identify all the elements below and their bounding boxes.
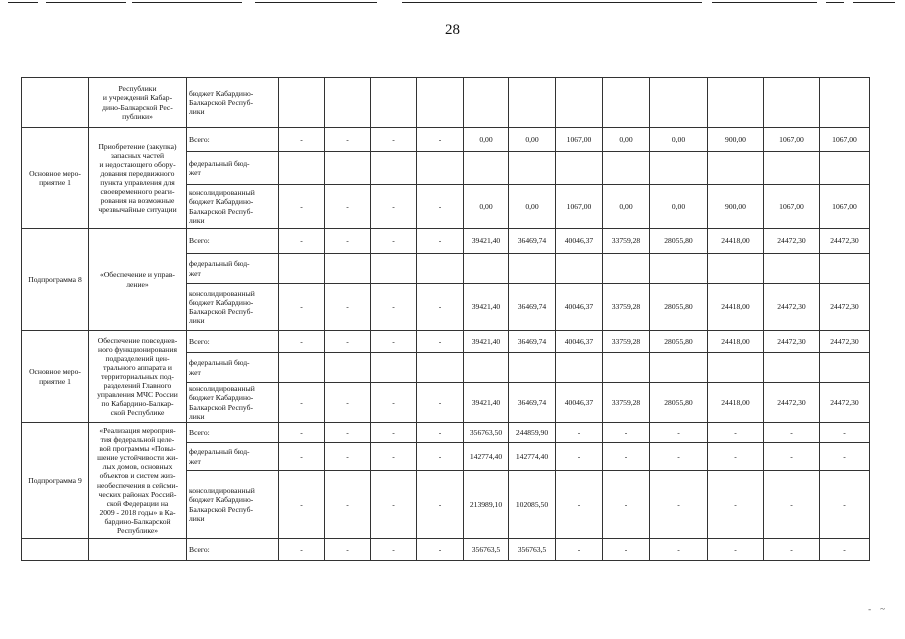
amount-cell xyxy=(708,353,764,383)
amount-cell xyxy=(650,78,708,128)
header-rule xyxy=(712,2,817,3)
amount-cell: 0,00 xyxy=(650,185,708,229)
amount-cell: 39421,40 xyxy=(464,331,509,353)
amount-cell: - xyxy=(279,443,325,471)
amount-cell xyxy=(708,152,764,185)
table-row xyxy=(22,331,870,353)
amount-cell: - xyxy=(325,284,371,331)
amount-cell: - xyxy=(417,443,464,471)
amount-cell: 36469,74 xyxy=(509,229,556,254)
funding-source-cell: Всего: xyxy=(187,539,279,561)
amount-cell xyxy=(417,353,464,383)
amount-cell: - xyxy=(650,423,708,443)
funding-source-cell: федеральный бюд- жет xyxy=(187,152,279,185)
table-row xyxy=(22,539,870,561)
program-name-cell: «Обеспечение и управ- ление» xyxy=(89,229,187,331)
header-rule xyxy=(853,2,895,3)
table-row xyxy=(22,423,870,443)
amount-cell: - xyxy=(603,539,650,561)
scan-mark: - ~ xyxy=(868,604,885,614)
amount-cell xyxy=(279,254,325,284)
amount-cell: 24472,30 xyxy=(820,331,870,353)
funding-source-cell: бюджет Кабардино- Балкарской Респуб- лики xyxy=(187,78,279,128)
amount-cell: 24472,30 xyxy=(820,229,870,254)
amount-cell: - xyxy=(603,443,650,471)
amount-cell xyxy=(556,353,603,383)
amount-cell xyxy=(556,254,603,284)
amount-cell xyxy=(650,254,708,284)
amount-cell: - xyxy=(279,383,325,423)
amount-cell: - xyxy=(417,229,464,254)
amount-cell xyxy=(820,78,870,128)
amount-cell: 24418,00 xyxy=(708,383,764,423)
header-rule xyxy=(46,2,126,3)
page-number: 28 xyxy=(445,22,460,38)
amount-cell: - xyxy=(371,443,417,471)
amount-cell xyxy=(325,78,371,128)
amount-cell xyxy=(708,78,764,128)
amount-cell: - xyxy=(279,423,325,443)
amount-cell: - xyxy=(417,423,464,443)
amount-cell xyxy=(325,353,371,383)
amount-cell: - xyxy=(764,423,820,443)
amount-cell: - xyxy=(371,331,417,353)
amount-cell xyxy=(464,353,509,383)
amount-cell xyxy=(509,152,556,185)
funding-source-cell: консолидированный бюджет Кабардино- Балкарской Респуб- лики xyxy=(187,185,279,229)
amount-cell xyxy=(371,78,417,128)
amount-cell: - xyxy=(417,383,464,423)
amount-cell: - xyxy=(708,539,764,561)
amount-cell xyxy=(708,254,764,284)
amount-cell: - xyxy=(417,331,464,353)
amount-cell: 28055,80 xyxy=(650,331,708,353)
amount-cell: - xyxy=(371,383,417,423)
program-name-cell: Обеспечение повседнев- ного функционирования подразделений цен- трального аппарата и территориальных под- разделений Главного управления МЧС России по Кабардино-Балкар- ской Республике xyxy=(89,331,187,423)
amount-cell: 142774,40 xyxy=(464,443,509,471)
amount-cell: - xyxy=(279,331,325,353)
amount-cell xyxy=(764,78,820,128)
amount-cell: 900,00 xyxy=(708,185,764,229)
amount-cell: - xyxy=(603,423,650,443)
amount-cell: - xyxy=(279,185,325,229)
amount-cell: 40046,37 xyxy=(556,331,603,353)
funding-source-cell: федеральный бюд- жет xyxy=(187,254,279,284)
amount-cell xyxy=(417,152,464,185)
amount-cell: - xyxy=(764,471,820,539)
amount-cell: 1067,00 xyxy=(764,128,820,152)
amount-cell: - xyxy=(603,471,650,539)
amount-cell: - xyxy=(820,539,870,561)
amount-cell: 1067,00 xyxy=(556,185,603,229)
funding-source-cell: Всего: xyxy=(187,331,279,353)
amount-cell: 24472,30 xyxy=(764,383,820,423)
amount-cell xyxy=(464,254,509,284)
amount-cell: 28055,80 xyxy=(650,383,708,423)
program-name-cell: «Реализация мероприя- тия федеральной целе- вой программы «Повы- шение устойчивости жи- лых домов, основных объектов и систем жиз- необеспечения в сейсми- ческих районах Россий- ской Федерации на 2009 - 2018 годы» в Ка- бардино-Балкарской Республике» xyxy=(89,423,187,539)
amount-cell: 0,00 xyxy=(464,185,509,229)
amount-cell xyxy=(820,254,870,284)
amount-cell xyxy=(603,353,650,383)
amount-cell: 33759,28 xyxy=(603,229,650,254)
amount-cell: 24472,30 xyxy=(764,284,820,331)
amount-cell: - xyxy=(325,128,371,152)
amount-cell: 28055,80 xyxy=(650,229,708,254)
funding-source-cell: Всего: xyxy=(187,229,279,254)
amount-cell: 40046,37 xyxy=(556,383,603,423)
header-rule xyxy=(255,2,377,3)
amount-cell: - xyxy=(371,539,417,561)
program-level-cell: Подпрограмма 8 xyxy=(22,229,89,331)
amount-cell: 0,00 xyxy=(464,128,509,152)
amount-cell: - xyxy=(820,443,870,471)
header-rule xyxy=(826,2,844,3)
amount-cell: 0,00 xyxy=(603,128,650,152)
amount-cell: 36469,74 xyxy=(509,284,556,331)
amount-cell: - xyxy=(371,423,417,443)
amount-cell: - xyxy=(417,128,464,152)
amount-cell: 102085,50 xyxy=(509,471,556,539)
program-level-cell: Основное меро- приятие 1 xyxy=(22,128,89,229)
amount-cell: 356763,50 xyxy=(464,423,509,443)
amount-cell: - xyxy=(556,539,603,561)
amount-cell: 213989,10 xyxy=(464,471,509,539)
funding-source-cell: федеральный бюд- жет xyxy=(187,443,279,471)
amount-cell: 1067,00 xyxy=(764,185,820,229)
amount-cell: - xyxy=(650,443,708,471)
amount-cell: - xyxy=(279,229,325,254)
amount-cell: 0,00 xyxy=(509,128,556,152)
funding-source-cell: консолидированный бюджет Кабардино- Балкарской Респуб- лики xyxy=(187,471,279,539)
amount-cell: - xyxy=(371,229,417,254)
amount-cell: 28055,80 xyxy=(650,284,708,331)
program-level-cell xyxy=(22,539,89,561)
amount-cell xyxy=(464,78,509,128)
amount-cell: 24418,00 xyxy=(708,331,764,353)
amount-cell xyxy=(603,152,650,185)
amount-cell xyxy=(279,78,325,128)
amount-cell: 39421,40 xyxy=(464,229,509,254)
amount-cell: 24472,30 xyxy=(764,331,820,353)
amount-cell xyxy=(509,254,556,284)
amount-cell xyxy=(764,353,820,383)
amount-cell xyxy=(325,152,371,185)
amount-cell: 24472,30 xyxy=(820,284,870,331)
amount-cell: - xyxy=(371,284,417,331)
amount-cell: 0,00 xyxy=(603,185,650,229)
amount-cell xyxy=(509,353,556,383)
amount-cell xyxy=(371,353,417,383)
amount-cell: - xyxy=(650,539,708,561)
amount-cell: - xyxy=(708,443,764,471)
amount-cell xyxy=(603,254,650,284)
amount-cell: 356763,5 xyxy=(464,539,509,561)
amount-cell xyxy=(650,152,708,185)
amount-cell: - xyxy=(556,471,603,539)
amount-cell xyxy=(556,152,603,185)
amount-cell xyxy=(650,353,708,383)
funding-source-cell: Всего: xyxy=(187,423,279,443)
amount-cell: - xyxy=(371,128,417,152)
amount-cell: - xyxy=(279,284,325,331)
amount-cell: 244859,90 xyxy=(509,423,556,443)
amount-cell xyxy=(464,152,509,185)
table-body xyxy=(22,78,870,561)
amount-cell: 33759,28 xyxy=(603,331,650,353)
amount-cell xyxy=(509,78,556,128)
funding-source-cell: Всего: xyxy=(187,128,279,152)
amount-cell: - xyxy=(764,539,820,561)
amount-cell: 24472,30 xyxy=(820,383,870,423)
amount-cell: 40046,37 xyxy=(556,284,603,331)
amount-cell: - xyxy=(325,539,371,561)
amount-cell: 1067,00 xyxy=(820,185,870,229)
amount-cell: - xyxy=(417,284,464,331)
amount-cell xyxy=(764,152,820,185)
amount-cell: - xyxy=(764,443,820,471)
amount-cell: - xyxy=(325,185,371,229)
amount-cell: - xyxy=(708,471,764,539)
amount-cell: - xyxy=(325,471,371,539)
amount-cell: - xyxy=(650,471,708,539)
amount-cell: 33759,28 xyxy=(603,284,650,331)
amount-cell: - xyxy=(325,443,371,471)
amount-cell: - xyxy=(820,471,870,539)
amount-cell: - xyxy=(417,185,464,229)
amount-cell: - xyxy=(820,423,870,443)
program-name-cell: Приобретение (закупка) запасных частей и недостающего обору- дования передвижного пункта управления для своевременного реаги- рования на возможные чрезвычайные ситуации xyxy=(89,128,187,229)
amount-cell: 33759,28 xyxy=(603,383,650,423)
amount-cell: 39421,40 xyxy=(464,383,509,423)
amount-cell xyxy=(417,78,464,128)
amount-cell: - xyxy=(708,423,764,443)
amount-cell xyxy=(417,254,464,284)
table-row xyxy=(22,128,870,152)
program-level-cell xyxy=(22,78,89,128)
amount-cell: - xyxy=(417,471,464,539)
program-name-cell xyxy=(89,539,187,561)
amount-cell: 1067,00 xyxy=(820,128,870,152)
amount-cell: 1067,00 xyxy=(556,128,603,152)
amount-cell xyxy=(325,254,371,284)
amount-cell: 356763,5 xyxy=(509,539,556,561)
header-rule xyxy=(8,2,38,3)
table-row xyxy=(22,78,870,128)
amount-cell: 142774,40 xyxy=(509,443,556,471)
amount-cell xyxy=(371,254,417,284)
amount-cell: - xyxy=(325,383,371,423)
amount-cell: - xyxy=(325,229,371,254)
amount-cell xyxy=(820,152,870,185)
program-name-cell: Республики и учреждений Кабар- дино-Балкарской Рес- публики» xyxy=(89,78,187,128)
amount-cell xyxy=(603,78,650,128)
funding-table xyxy=(21,77,870,561)
amount-cell: - xyxy=(371,185,417,229)
amount-cell: - xyxy=(325,331,371,353)
amount-cell: 24472,30 xyxy=(764,229,820,254)
header-rule xyxy=(132,2,242,3)
amount-cell: - xyxy=(371,471,417,539)
funding-source-cell: консолидированный бюджет Кабардино- Балкарской Респуб- лики xyxy=(187,284,279,331)
amount-cell: - xyxy=(556,443,603,471)
amount-cell: - xyxy=(417,539,464,561)
program-level-cell: Подпрограмма 9 xyxy=(22,423,89,539)
funding-source-cell: консолидированный бюджет Кабардино- Балкарской Респуб- лики xyxy=(187,383,279,423)
amount-cell: 900,00 xyxy=(708,128,764,152)
header-rule xyxy=(402,2,702,3)
amount-cell: - xyxy=(556,423,603,443)
amount-cell: 24418,00 xyxy=(708,284,764,331)
program-level-cell: Основное меро- приятие 1 xyxy=(22,331,89,423)
funding-source-cell: федеральный бюд- жет xyxy=(187,353,279,383)
amount-cell: 24418,00 xyxy=(708,229,764,254)
amount-cell xyxy=(764,254,820,284)
amount-cell: - xyxy=(279,128,325,152)
amount-cell xyxy=(279,152,325,185)
amount-cell: 0,00 xyxy=(650,128,708,152)
amount-cell xyxy=(820,353,870,383)
amount-cell: 39421,40 xyxy=(464,284,509,331)
amount-cell: 40046,37 xyxy=(556,229,603,254)
amount-cell: 36469,74 xyxy=(509,331,556,353)
amount-cell xyxy=(556,78,603,128)
amount-cell: 36469,74 xyxy=(509,383,556,423)
amount-cell: - xyxy=(279,471,325,539)
amount-cell: 0,00 xyxy=(509,185,556,229)
table-row xyxy=(22,229,870,254)
amount-cell xyxy=(371,152,417,185)
amount-cell: - xyxy=(325,423,371,443)
amount-cell xyxy=(279,353,325,383)
amount-cell: - xyxy=(279,539,325,561)
